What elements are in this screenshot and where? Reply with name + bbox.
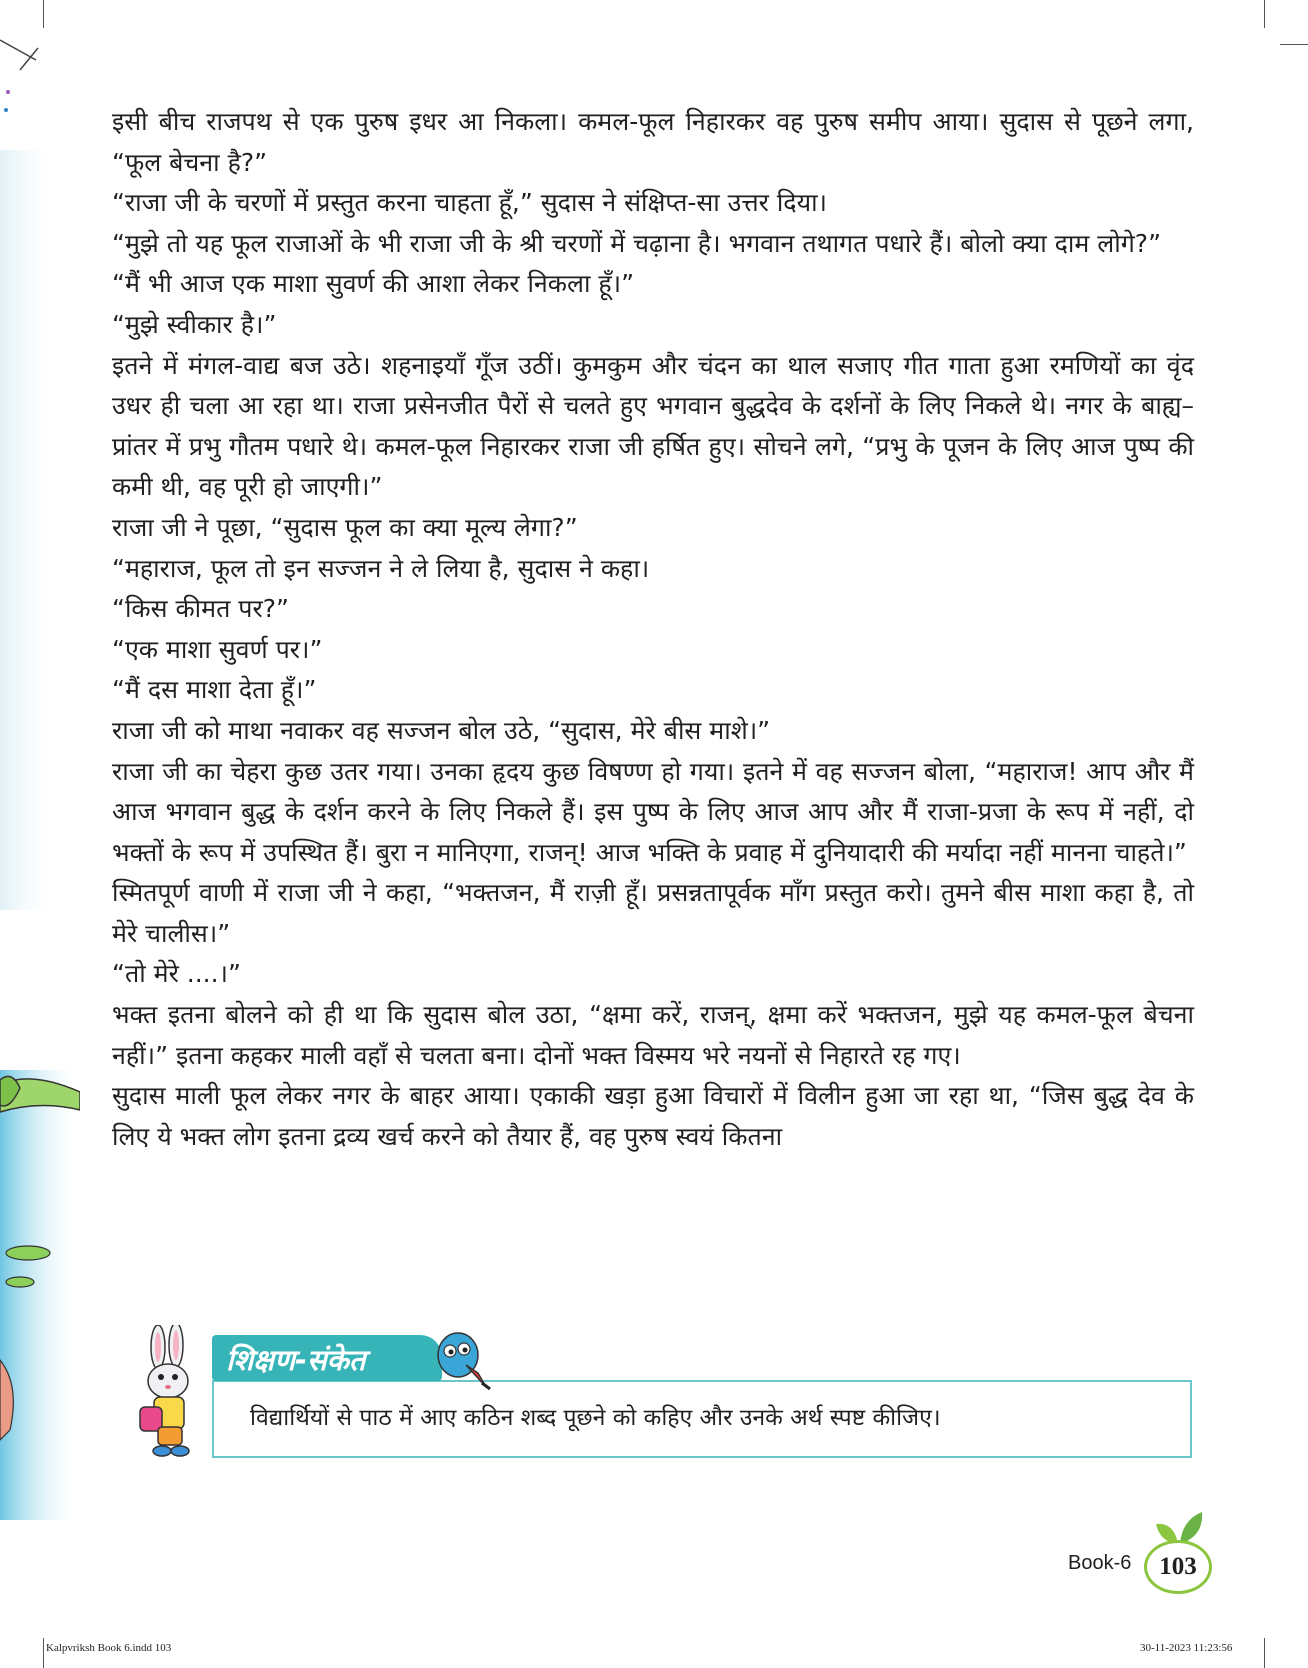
paragraph: स्मितपूर्ण वाणी में राजा जी ने कहा, “भक्तजन, मैं राज़ी हूँ। प्रसन्नतापूर्वक माँग प्रस्तुत करो। तुमने बीस माशा कहा है, तो मेरे चालीस।” — [112, 878, 1194, 948]
paragraph: “तो मेरे ....।” — [112, 959, 241, 989]
paragraph: “मैं दस माशा देता हूँ।” — [112, 675, 317, 705]
crop-mark — [1264, 0, 1265, 28]
tip-title-badge — [212, 1335, 442, 1381]
paragraph: इतने में मंगल-वाद्य बज उठे। शहनाइयाँ गूँज उठीं। कुमकुम और चंदन का थाल सजाए गीत गाता हुआ रमणियों का वृंद उधर ही चला आ रहा था। राजा प्रसेनजीत पैरों से चलते हुए भगवान बुद्धदेव के दर्शनों के लिए निकले थे। नगर के बाह्य– प्रांतर में प्रभु गौतम पधारे थे। कमल-फूल निहारकर राजा जी हर्षित हुए। सोचने लगे, “प्रभु के पूजन के लिए आज पुष्प की कमी थी, वह पूरी हो जाएगी।” — [112, 350, 1194, 502]
crop-mark — [1280, 44, 1308, 45]
left-decorative-illustration — [0, 0, 80, 1520]
slug-date: 30-11-2023 11:23:56 — [1140, 1642, 1233, 1654]
paragraph: इसी बीच राजपथ से एक पुरुष इधर आ निकला। कमल-फूल निहारकर वह पुरुष समीप आया। सुदास से पूछने लगा, “फूल बेचना है?” — [112, 107, 1194, 177]
story-text — [112, 102, 1194, 1157]
crop-mark — [1264, 1638, 1265, 1668]
slug-file: Kalpvriksh Book 6.indd 103 — [46, 1642, 172, 1654]
paragraph: राजा जी को माथा नवाकर वह सज्जन बोल उठे, “सुदास, मेरे बीस माशे।” — [112, 715, 771, 745]
pencil-mascot-icon — [430, 1325, 500, 1391]
paragraph: “मुझे स्वीकार है।” — [112, 309, 277, 339]
rabbit-mascot-icon — [130, 1325, 212, 1465]
paragraph: “राजा जी के चरणों में प्रस्तुत करना चाहता हूँ,” सुदास ने संक्षिप्त-सा उत्तर दिया। — [112, 188, 828, 218]
paragraph: सुदास माली फूल लेकर नगर के बाहर आया। एकाकी खड़ा हुआ विचारों में विलीन हुआ जा रहा था, “जिस बुद्ध देव के लिए ये भक्त लोग इतना द्रव्य खर्च करने को तैयार हैं, वह पुरुष स्वयं कितना — [112, 1081, 1194, 1151]
paragraph: भक्त इतना बोलने को ही था कि सुदास बोल उठा, “क्षमा करें, राजन्, क्षमा करें भक्तजन, मुझे यह कमल-फूल बेचना नहीं।” इतना कहकर माली वहाँ से चलता बना। दोनों भक्त विस्मय भरे नयनों से निहारते रह गए। — [112, 1000, 1194, 1070]
teaching-tip — [130, 1325, 1210, 1465]
paragraph: “एक माशा सुवर्ण पर।” — [112, 634, 323, 664]
paragraph: राजा जी ने पूछा, “सुदास फूल का क्या मूल्य लेगा?” — [112, 512, 578, 542]
tip-box — [212, 1380, 1192, 1458]
paragraph: “किस कीमत पर?” — [112, 594, 289, 624]
paragraph: “महाराज, फूल तो इन सज्जन ने ले लिया है, सुदास ने कहा। — [112, 553, 650, 583]
paragraph: “मुझे तो यह फूल राजाओं के भी राजा जी के श्री चरणों में चढ़ाना है। भगवान तथागत पधारे हैं। बोलो क्या दाम लोगे?” — [112, 228, 1162, 258]
tip-text: विद्यार्थियों से पाठ में आए कठिन शब्द पूछने को कहिए और उनके अर्थ स्पष्ट कीजिए। — [250, 1405, 941, 1431]
crop-mark — [43, 1638, 44, 1668]
tip-title: शिक्षण-संकेत — [226, 1343, 366, 1377]
page-number: 103 — [1144, 1540, 1212, 1594]
paragraph: राजा जी का चेहरा कुछ उतर गया। उनका हृदय कुछ विषण्ण हो गया। इतने में वह सज्जन बोला, “महाराज! आप और मैं आज भगवान बुद्ध के दर्शन करने के लिए निकले हैं। इस पुष्प के लिए आज आप और मैं राजा-प्रजा के रूप में नहीं, दो भक्तों के रूप में उपस्थित हैं। बुरा न मानिएगा, राजन्! आज भक्ति के प्रवाह में दुनियादारी की मर्यादा नहीं मानना चाहते।” — [112, 756, 1194, 867]
paragraph: “मैं भी आज एक माशा सुवर्ण की आशा लेकर निकला हूँ।” — [112, 269, 635, 299]
book-label: Book-6 — [1068, 1552, 1132, 1574]
